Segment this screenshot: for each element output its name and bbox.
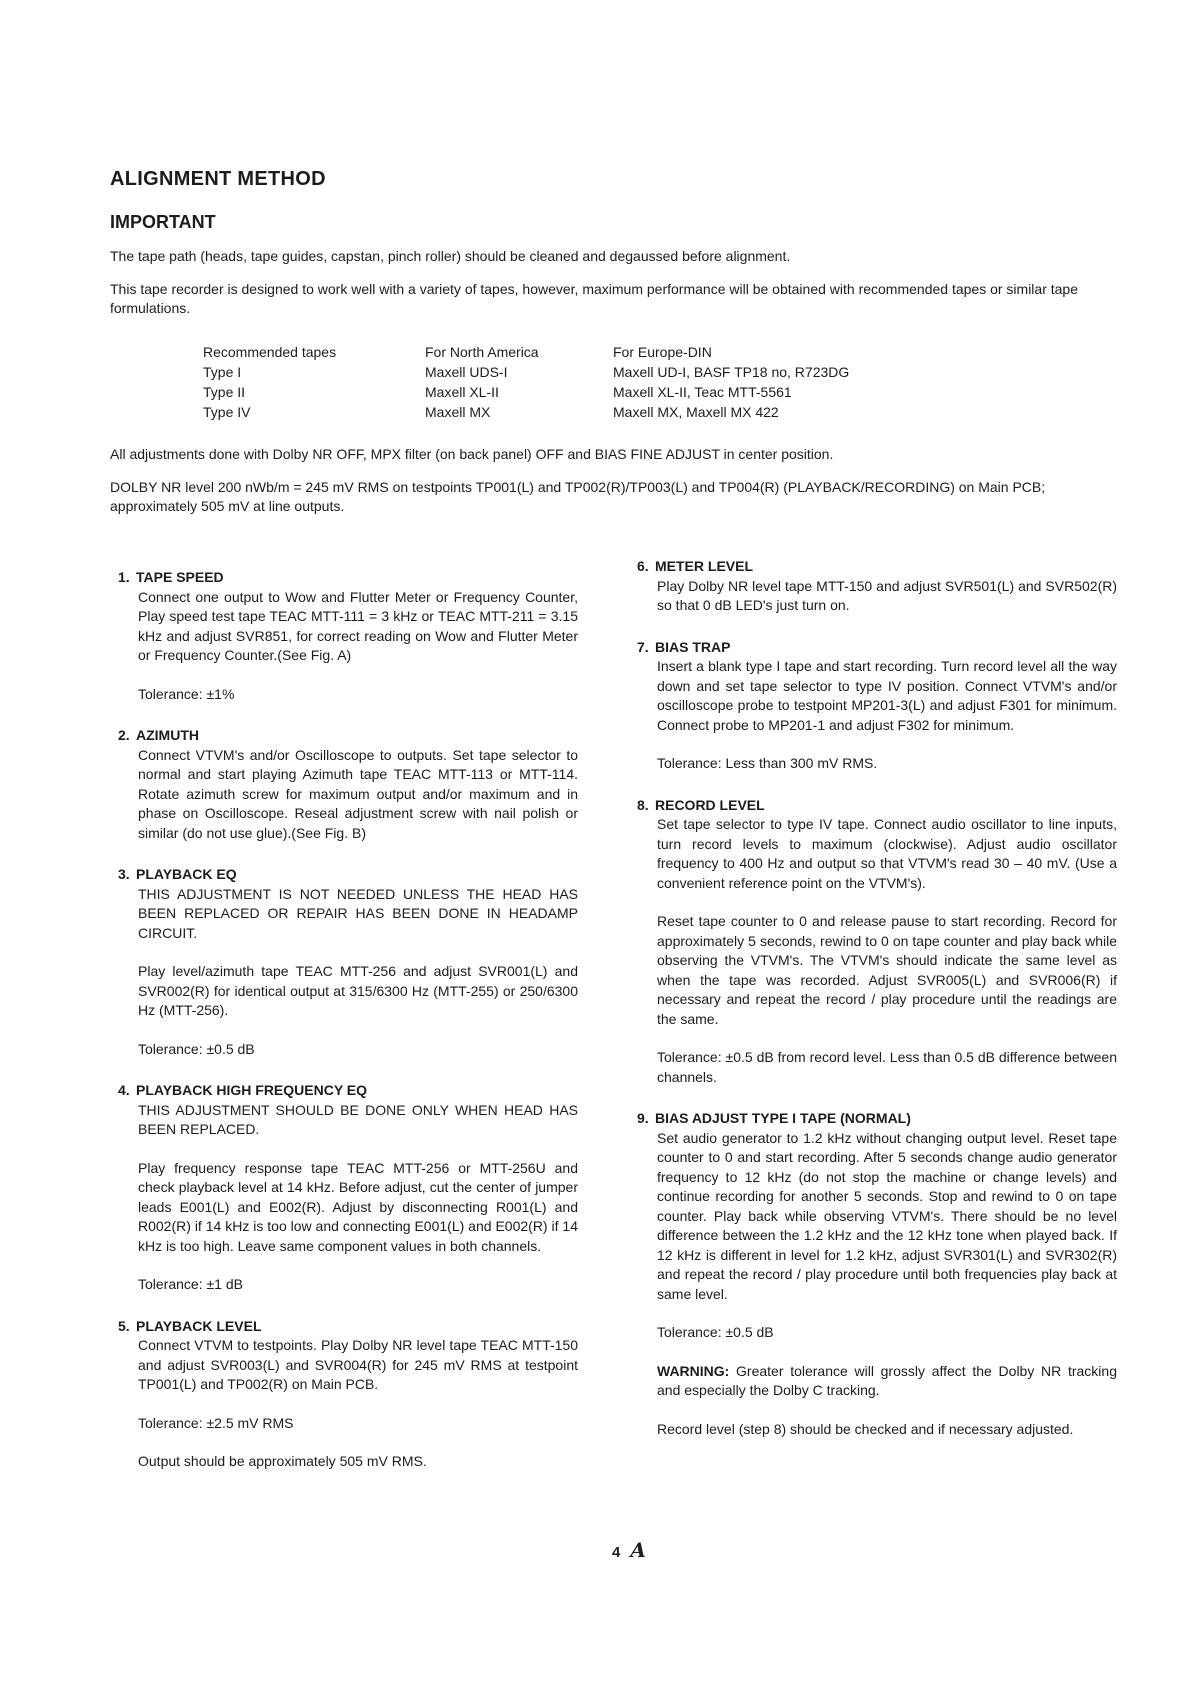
section-playback-level <box>118 1317 578 1472</box>
section-text: THIS ADJUSTMENT SHOULD BE DONE ONLY WHEN HEAD HAS BEEN REPLACED. <box>138 1101 578 1137</box>
tolerance-text: Tolerance: ±1% <box>138 685 235 702</box>
section-playback-eq <box>118 865 578 1059</box>
section-text: Connect one output to Wow and Flutter Meter or Frequency Counter, Play speed test tape TEAC MTT-111 = 3 kHz or TEAC MTT-211 = 3.15 kHz and adjust SVR851, for correct reading on Wow and Flutter Meter or Frequency Counter.(See Fig. A) <box>138 588 578 663</box>
tape-type: Type II <box>203 384 246 400</box>
tape-cell: Maxell UDS-I <box>425 364 508 380</box>
tape-type: Type I <box>203 364 242 380</box>
section-bias-adjust <box>637 1109 1117 1439</box>
section-meter-level <box>637 557 1117 616</box>
warning-body: Greater tolerance will grossly affect the Dolby NR tracking and especially the Dolby C tracking. <box>657 1362 1117 1398</box>
warning-text <box>657 1362 1117 1401</box>
section-number: 7. <box>637 638 649 655</box>
tolerance-text: Tolerance: ±0.5 dB <box>657 1324 774 1340</box>
section-text: Set audio generator to 1.2 kHz without changing output level. Reset tape counter to 0 and start recording. After 5 seconds change audio generator frequency to 12 kHz (do not stop the machine or change levels) and continue recording for another 5 seconds. Stop and rewind to 0 on tape counter. Play back while observing VTVM's. There should be no level difference between the 1.2 kHz and the 12 kHz tone when played back. If 12 kHz is different in level for 1.2 kHz, adjust SVR301(L) and SVR302(R) and repeat the record / play procedure until both frequencies play back at same level. <box>657 1129 1117 1302</box>
section-tape-speed <box>118 568 578 704</box>
page-footer <box>612 1538 646 1562</box>
tape-cell: Maxell MX, Maxell MX 422 <box>613 404 779 420</box>
section-azimuth <box>118 726 578 843</box>
left-column <box>118 568 578 1494</box>
tape-cell: Maxell XL-II <box>425 384 499 400</box>
tolerance-text: Tolerance: ±0.5 dB from record level. Less than 0.5 dB difference between channels. <box>657 1049 1117 1085</box>
dolby-level-note: DOLBY NR level 200 nWb/m = 245 mV RMS on testpoints TP001(L) and TP002(R)/TP003(L) and TP004(R) (PLAYBACK/RECORDING) on Main PCB; approximately 505 mV at line outputs. <box>110 479 1046 514</box>
section-number: 2. <box>118 727 130 743</box>
intro-paragraph-2: This tape recorder is designed to work well with a variety of tapes, however, maximum performance will be obtained with recommended tapes or similar tape formulations. <box>110 281 1078 316</box>
section-title: BIAS ADJUST TYPE I TAPE (NORMAL) <box>655 1110 911 1126</box>
section-text: Connect VTVM to testpoints. Play Dolby NR level tape TEAC MTT-150 and adjust SVR003(L) and SVR004(R) for 245 mV RMS at testpoint TP001(L) and TP002(R) on Main PCB. <box>138 1337 578 1392</box>
section-heading-important: IMPORTANT <box>110 212 216 232</box>
section-playback-high-frequency-eq <box>118 1081 578 1295</box>
right-column <box>637 557 1117 1461</box>
section-title: PLAYBACK EQ <box>136 866 237 882</box>
section-title: RECORD LEVEL <box>655 796 765 813</box>
warning-label: WARNING: <box>657 1362 730 1379</box>
tolerance-text: Tolerance: ±2.5 mV RMS <box>138 1414 294 1431</box>
europe-din-column <box>613 342 849 422</box>
section-text: THIS ADJUSTMENT IS NOT NEEDED UNLESS THE HEAD HAS BEEN REPLACED OR REPAIR HAS BEEN DONE IN HEADAMP CIRCUIT. <box>138 885 578 941</box>
tape-type: Type IV <box>203 404 251 420</box>
section-number: 5. <box>118 1317 130 1334</box>
section-number: 1. <box>118 569 130 585</box>
section-title: TAPE SPEED <box>136 569 224 585</box>
section-title: PLAYBACK LEVEL <box>136 1317 262 1334</box>
revision-mark: A <box>630 1538 646 1562</box>
north-america-column <box>425 342 539 422</box>
tolerance-text: Tolerance: ±0.5 dB <box>138 1040 255 1057</box>
section-number: 3. <box>118 866 130 882</box>
section-text: Record level (step 8) should be checked and if necessary adjusted. <box>657 1420 1074 1437</box>
tape-cell: Maxell UD-I, BASF TP18 no, R723DG <box>613 364 850 380</box>
section-number: 8. <box>637 796 649 813</box>
tape-cell: Maxell MX <box>425 404 491 420</box>
tolerance-text: Tolerance: Less than 300 mV RMS. <box>657 755 878 771</box>
adjustment-note: All adjustments done with Dolby NR OFF, MPX filter (on back panel) OFF and BIAS FINE ADJUST in center position. <box>110 446 834 462</box>
section-title: AZIMUTH <box>136 727 199 743</box>
tape-header: Recommended tapes <box>203 344 337 360</box>
section-number: 4. <box>118 1082 130 1098</box>
tape-header: For North America <box>425 344 539 360</box>
page-number: 4 <box>612 1544 621 1561</box>
section-text: Reset tape counter to 0 and release pause to start recording. Record for approximately 5 seconds, rewind to 0 on tape counter and play back while observing the VTVM's. The VTVM's should indicate the same level as when the tape was recorded. Adjust SVR005(L) and SVR006(R) if necessary and repeat the record / play procedure until the readings are the same. <box>657 913 1117 1027</box>
section-text: Output should be approximately 505 mV RMS. <box>138 1453 427 1469</box>
section-text: Play Dolby NR level tape MTT-150 and adjust SVR501(L) and SVR502(R) so that 0 dB LED's just turn on. <box>657 577 1117 613</box>
section-record-level <box>637 796 1117 1088</box>
tolerance-text: Tolerance: ±1 dB <box>138 1276 243 1292</box>
tape-type-column <box>203 342 336 422</box>
intro-paragraph-1: The tape path (heads, tape guides, capstan, pinch roller) should be cleaned and degaussed before alignment. <box>110 248 791 264</box>
section-title: PLAYBACK HIGH FREQUENCY EQ <box>136 1082 368 1098</box>
section-bias-trap <box>637 638 1117 774</box>
section-title: BIAS TRAP <box>655 638 731 655</box>
section-number: 9. <box>637 1110 649 1126</box>
page-title: ALIGNMENT METHOD <box>110 168 326 190</box>
section-text: Connect VTVM's and/or Oscilloscope to outputs. Set tape selector to normal and start playing Azimuth tape TEAC MTT-113 or MTT-114. Rotate azimuth screw for maximum output and/or maximum and in phase on Oscilloscope. Reseal adjustment screw with nail polish or similar (do not use glue).(See Fig. B) <box>138 746 578 841</box>
section-text: Insert a blank type I tape and start recording. Turn record level all the way down and set tape selector to type IV position. Connect VTVM's and/or oscilloscope probe to testpoint MP201-3(L) and adjust F301 for minimum. Connect probe to MP201-1 and adjust F302 for minimum. <box>657 658 1117 733</box>
section-text: Set tape selector to type IV tape. Connect audio oscillator to line inputs, turn record levels to maximum (clockwise). Adjust audio oscillator frequency to 400 Hz and output so that VTVM's read 30 – 40 mV. (Use a convenient reference point on the VTVM's). <box>657 816 1117 891</box>
section-title: METER LEVEL <box>655 558 754 574</box>
tape-cell: Maxell XL-II, Teac MTT-5561 <box>613 384 792 400</box>
section-text: Play level/azimuth tape TEAC MTT-256 and adjust SVR001(L) and SVR002(R) for identical output at 315/6300 Hz (MTT-255) or 250/6300 Hz (MTT-256). <box>138 963 578 1018</box>
tape-header: For Europe-DIN <box>613 344 712 360</box>
section-number: 6. <box>637 558 649 574</box>
section-text: Play frequency response tape TEAC MTT-256 or MTT-256U and check playback level at 14 kHz. Before adjust, cut the center of jumper leads E001(L) and E002(R). Adjust by disconnecting R001(L) and R002(R) if 14 kHz is too low and connecting E001(L) and E002(R) if 14 kHz is too high. Leave same component values in both channels. <box>138 1159 578 1254</box>
